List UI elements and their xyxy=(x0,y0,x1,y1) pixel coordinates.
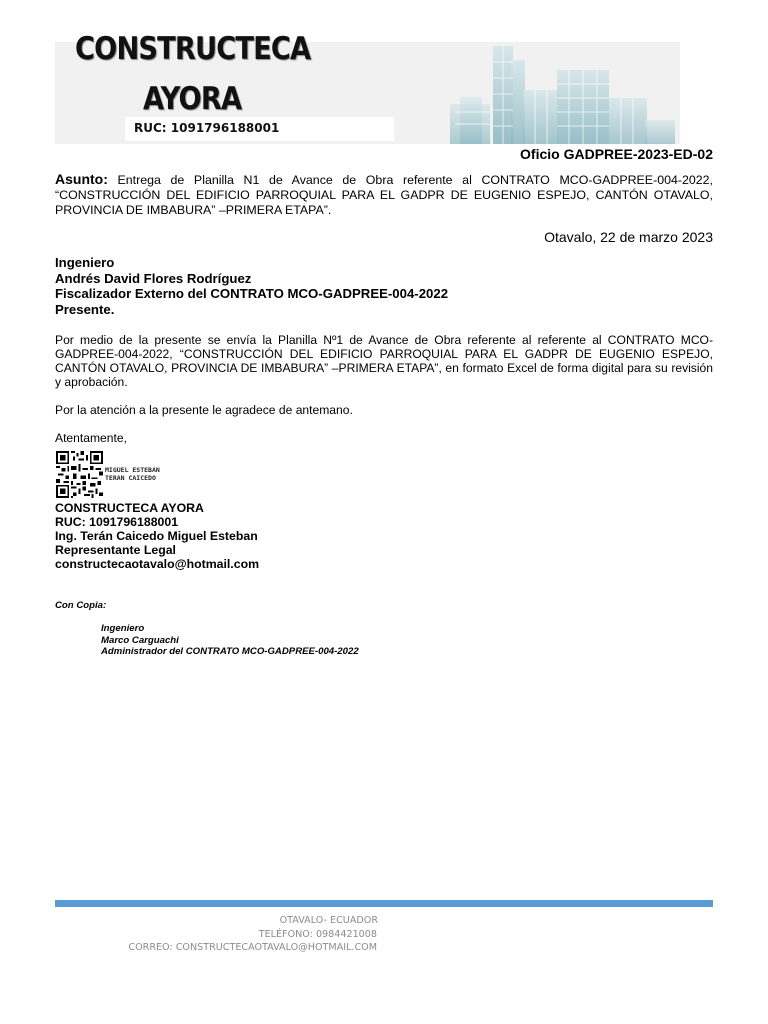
ruc-box xyxy=(125,117,394,141)
company-name-line2: AYORA xyxy=(143,81,242,117)
signature-email[interactable]: constructecaotavalo@hotmail.com xyxy=(55,557,260,571)
letterhead-ruc: RUC: 1091796188001 xyxy=(134,121,280,135)
company-name-line1: CONSTRUCTECA xyxy=(75,31,311,67)
body-paragraph-2: Por la atención a la presente le agradece de antemano. xyxy=(55,403,353,417)
addressee-title: Ingeniero xyxy=(55,255,115,270)
date-line: Otavalo, 22 de marzo 2023 xyxy=(544,229,713,245)
asunto-text: Entrega de Planilla N1 de Avance de Obra referente al CONTRATO MCO-GADPREE-004-2022, “CONSTRUCCIÓN DEL EDIFICIO PARROQUIAL PARA EL GADPR DE EUGENIO ESPEJO, CANTÓN OTAVALO, PROVINCIA DE IMBABURA” –PRIMERA ETAPA”. xyxy=(55,173,713,217)
copy-name: Marco Carguachi xyxy=(101,634,179,646)
e-signature-line2: TERAN CAICEDO xyxy=(105,474,156,482)
signature-block xyxy=(55,501,259,571)
footer-divider-bar xyxy=(55,900,713,907)
city-skyline-graphic xyxy=(445,42,680,144)
signature-ruc: RUC: 1091796188001 xyxy=(55,515,179,529)
copy-title: Ingeniero xyxy=(101,623,145,634)
qr-code-signature xyxy=(55,451,104,498)
signature-company: CONSTRUCTECA AYORA xyxy=(55,501,204,515)
addressee-block xyxy=(55,255,448,317)
footer-email: CORREO: CONSTRUCTECAOTAVALO@HOTMAIL.COM xyxy=(128,942,377,953)
body-paragraph-1: Por medio de la presente se envía la Planilla Nº1 de Avance de Obra referente al referente al CONTRATO MCO-GADPREE-004-2022, “CONSTRUCCIÓN DEL EDIFICIO PARROQUIAL PARA EL GADPR DE EUGENIO ESPEJO, CANTÓN OTAVALO, PROVINCIA DE IMBABURA” –PRIMERA ETAPA”, en formato Excel de forma digital para su revisión y aprobación. xyxy=(55,333,713,389)
footer-phone: TELÉFONO: 0984421008 xyxy=(258,928,377,940)
e-signature-line1: MIGUEL ESTEBAN xyxy=(105,466,160,474)
copy-recipient-block xyxy=(101,623,359,658)
copy-position: Administrador del CONTRATO MCO-GADPREE-004-2022 xyxy=(101,646,359,657)
signature-role: Representante Legal xyxy=(55,543,176,557)
copy-label: Con Copia: xyxy=(55,600,107,611)
addressee-position: Fiscalizador Externo del CONTRATO MCO-GADPREE-004-2022 xyxy=(55,286,449,301)
closing-text: Atentamente, xyxy=(55,431,127,445)
addressee-greeting: Presente. xyxy=(55,301,115,317)
footer-contact xyxy=(0,914,506,955)
oficio-number: Oficio GADPREE-2023-ED-02 xyxy=(520,146,713,162)
e-signature-name xyxy=(105,466,160,482)
asunto-paragraph xyxy=(55,172,713,218)
asunto-label: Asunto: xyxy=(55,171,108,187)
addressee-name: Andrés David Flores Rodríguez xyxy=(55,270,252,286)
footer-location: OTAVALO- ECUADOR xyxy=(279,915,378,926)
signature-name: Ing. Terán Caicedo Miguel Esteban xyxy=(55,529,258,543)
